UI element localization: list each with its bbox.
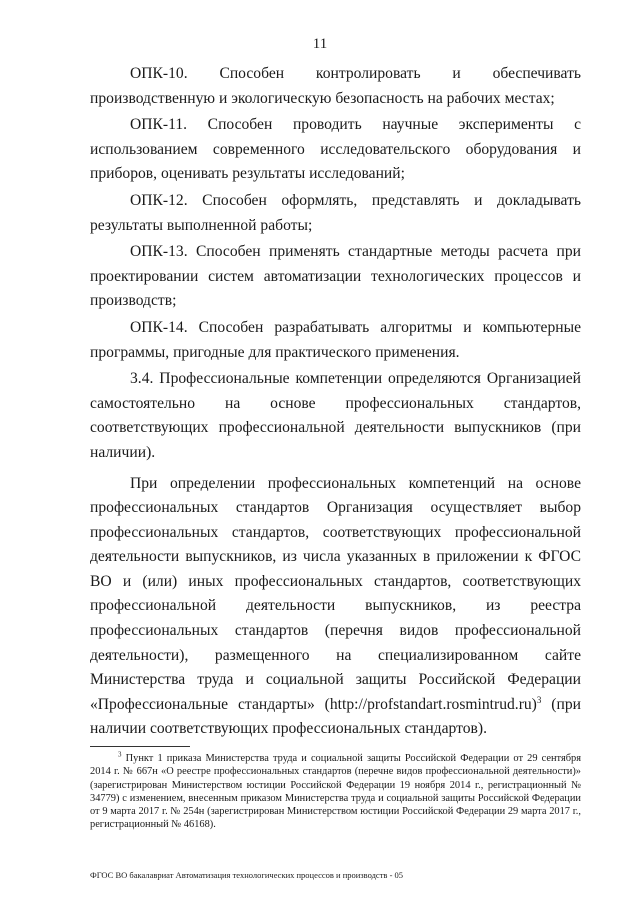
footnote-reference: 3: [536, 694, 542, 705]
footnote-text: Пункт 1 приказа Министерства труда и социальной защиты Российской Федерации от 29 сентября 2014 г. № 667н «О реестре профессиональных стандартов (перечне видов профессиональной деятельности)» (зарегистрирован Министерством юстиции Российской Федерации 19 ноября 2014 г., регистрационный № 34779) с изменением, внесенным приказом Министерства труда и социальной защиты Российской Федерации от 9 марта 2017 г. № 254н (зарегистрирован Министерством юстиции Российской Федерации 29 марта 2017 г., регистрационный № 46168).: [90, 753, 581, 831]
footnote: [90, 752, 581, 832]
paragraph-opk-13: ОПК-13. Способен применять стандартные методы расчета при проектировании систем автоматизации технологических процессов и производств;: [90, 243, 581, 310]
paragraph-professional-standards-tail: (при наличии соответствующих профессиональных стандартов).: [90, 695, 581, 738]
paragraph-3-4: 3.4. Профессиональные компетенции определяются Организацией самостоятельно на основе профессиональных стандартов, соответствующих профессиональной деятельности выпускников (при наличии).: [90, 370, 581, 461]
paragraph-professional-standards: [90, 472, 581, 743]
paragraph-opk-10: ОПК-10. Способен контролировать и обеспечивать производственную и экологическую безопасность на рабочих местах;: [90, 65, 581, 107]
footnote-divider: [90, 746, 190, 747]
footnote-mark: 3: [118, 750, 122, 759]
paragraph-opk-14: ОПК-14. Способен разрабатывать алгоритмы и компьютерные программы, пригодные для практического применения.: [90, 318, 581, 361]
page-number: 11: [312, 36, 328, 52]
body-text: [90, 62, 581, 744]
paragraph-opk-12: ОПК-12. Способен оформлять, представлять и докладывать результаты выполненной работы;: [90, 191, 581, 234]
page-footer: ФГОС ВО бакалавриат Автоматизация технологических процессов и производств - 05: [90, 870, 404, 880]
paragraph-professional-standards-text: При определении профессиональных компетенций на основе профессиональных стандартов Организация осуществляет выбор профессиональных стандартов, соответствующих профессиональной деятельности выпускников, из числа указанных в приложении к ФГОС ВО и (или) иных профессиональных стандартов, соответствующих профессиональной деятельности выпускников, из реестра профессиональных стандартов (перечня видов профессиональной деятельности), размещенного на специализированном сайте Министерства труда и социальной защиты Российской Федерации «Профессиональные стандарты» (http://profstandart.rosmintrud.ru): [90, 474, 581, 713]
paragraph-opk-11: ОПК-11. Способен проводить научные эксперименты с использованием современного исследовательского оборудования и приборов, оценивать результаты исследований;: [90, 116, 581, 183]
